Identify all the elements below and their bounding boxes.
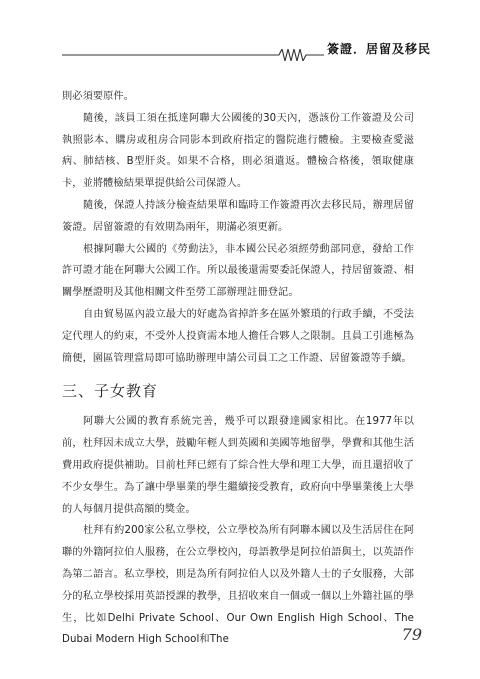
paragraph: 自由貿易區內設立最大的好處為省掉許多在區外繁瑣的行政手續，不受法定代理人的約束，不受外人投資需本地人擔任合夥人之限制。且員工引進極為簡便，園區管理當局即可協助辦理申請公司員工之工作證、居留簽證等手續。 — [62, 308, 414, 364]
paragraph: 根據阿聯大公國的《勞動法》，非本國公民必須經勞動部同意，發給工作許可證才能在阿聯大公國工作。所以最後還需要委託保證人，持居留簽證、相關學歷證明及其他相關文件至勞工部辦理註冊登記。 — [62, 243, 414, 299]
header-title: 簽證．居留及移民 — [327, 42, 432, 56]
paragraph: 隨後，保證人持該分檢查結果單和臨時工作簽證再次去移民局，辦理居留簽證。居留簽證的有效期為兩年，期滿必須更新。 — [62, 199, 414, 233]
paragraph: 隨後，該員工須在抵達阿聯大公國後的30天內，憑該份工作簽證及公司執照影本、購房或租房合同影本到政府指定的醫院進行體檢。主要檢查愛滋病、肺結核、B型肝炎。如果不合格，則必須遣返。體檢合格後，領取健康卡，並將體檢結果單提供給公司保證人。 — [62, 112, 414, 190]
paragraph: 則必須要原件。 — [62, 91, 135, 102]
main-content — [62, 86, 414, 651]
section-heading: 三、子女教育 — [62, 382, 159, 401]
paragraph: 阿聯大公國的教育系統完善，幾乎可以跟發達國家相比。在1977年以前，杜拜因未成立大學，鼓勵年輕人到英國和美國等地留學，學費和其他生活費用政府提供補助。目前杜拜已經有了綜合性大學和理工大學，而且還招收了不少女學生。為了讓中學畢業的學生繼續接受教育，政府向中學畢業後上大學的人每個月提供高額的獎金。 — [62, 416, 414, 515]
page-number: 79 — [401, 625, 422, 644]
paragraph: 杜拜有約200家公私立學校，公立學校為所有阿聯本國以及生活居住在阿聯的外籍阿拉伯人服務，在公立學校內，母語教學是阿拉伯語與土，以英語作為第二語言。私立學校，則是為所有阿拉伯人以及外籍人士的子女服務，大部分的私立學校採用英語授課的教學，且招收來自一個或一個以上外籍社區的學生，比如Delhi Private School、Our Own English High School、The Dubai Modern High School和The — [62, 525, 414, 646]
